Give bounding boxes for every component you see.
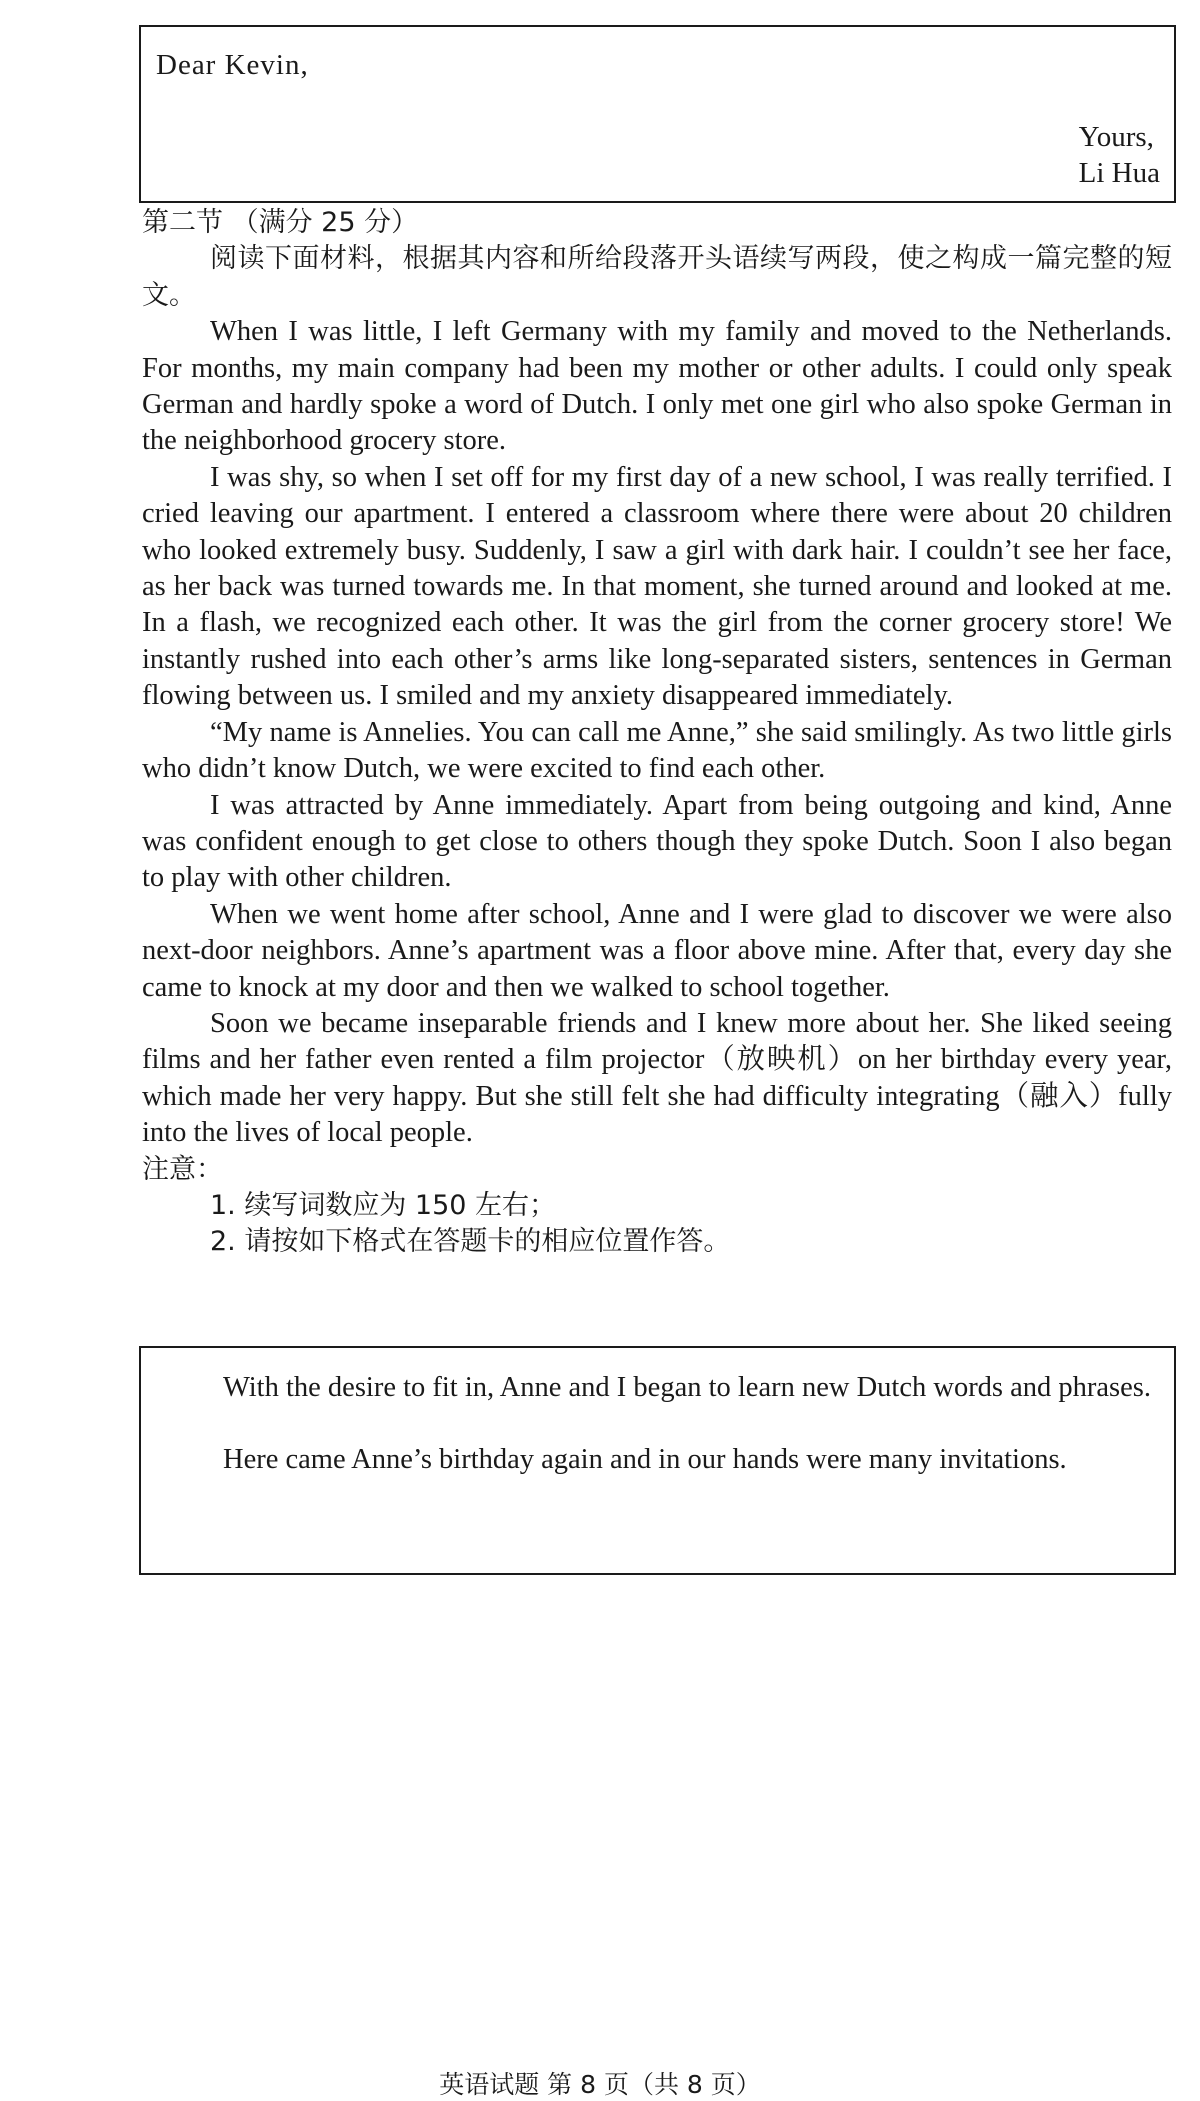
passage-paragraph: Soon we became inseparable friends and I knew more about her. She liked seeing films and her father even rented a film projector（放映机）on her birthday every year, which made her very happy. But she still felt she had difficulty integrating（融入）fully into the lives of local people. bbox=[142, 1007, 1172, 1149]
note-item: 2. 请按如下格式在答题卡的相应位置作答。 bbox=[210, 1226, 731, 1258]
continuation-answer-box bbox=[139, 1346, 1176, 1575]
passage-paragraph: “My name is Annelies. You can call me Anne,” she said smilingly. As two little girls who didn’t know Dutch, we were excited to find each other. bbox=[142, 716, 1172, 785]
continuation-opening-1: With the desire to fit in, Anne and I began to learn new Dutch words and phrases. bbox=[223, 1372, 1152, 1403]
note-item: 1. 续写词数应为 150 左右； bbox=[210, 1189, 557, 1221]
section-instruction: 阅读下面材料，根据其内容和所给段落开头语续写两段，使之构成一篇完整的短文。 bbox=[142, 243, 1172, 311]
letter-closing bbox=[1079, 119, 1160, 191]
letter-signature: Li Hua bbox=[1078, 157, 1160, 189]
section-heading: 第二节 （满分 25 分） bbox=[142, 207, 419, 238]
passage-paragraph: I was attracted by Anne immediately. Apart from being outgoing and kind, Anne was confident enough to get close to others though they spoke Dutch. Soon I also began to play with other children. bbox=[142, 789, 1172, 894]
continuation-opening-2: Here came Anne’s birthday again and in our hands were many invitations. bbox=[223, 1444, 1067, 1476]
passage-paragraph: I was shy, so when I set off for my first day of a new school, I was really terrified. I cried leaving our apartment. I entered a classroom where there were about 20 children who looked extremely busy. Suddenly, I saw a girl with dark hair. I couldn’t see her face, as her back was turned towards me. In that moment, she turned around and looked at me. In a flash, we recognized each other. It was the girl from the corner grocery store! We instantly rushed into each other’s arms like long-separated sisters, sentences in German flowing between us. I smiled and my anxiety disappeared immediately. bbox=[142, 461, 1172, 712]
section-content bbox=[142, 205, 1172, 1261]
letter-answer-box bbox=[139, 25, 1176, 203]
page-footer: 英语试题 第 8 页（共 8 页） bbox=[439, 2070, 761, 2099]
passage-paragraph: When we went home after school, Anne and I were glad to discover we were also next-door neighbors. Anne’s apartment was a floor above mine. After that, every day she came to knock at my door and then we walked to school together. bbox=[142, 898, 1172, 1003]
passage-paragraph: When I was little, I left Germany with my family and moved to the Netherlands. For months, my main company had been my mother or other adults. I could only speak German and hardly spoke a word of Dutch. I only met one girl who also spoke German in the neighborhood grocery store. bbox=[142, 316, 1172, 457]
notes-label: 注意： bbox=[142, 1153, 223, 1185]
letter-sign-off: Yours, bbox=[1078, 121, 1154, 153]
letter-salutation: Dear Kevin, bbox=[156, 49, 309, 81]
